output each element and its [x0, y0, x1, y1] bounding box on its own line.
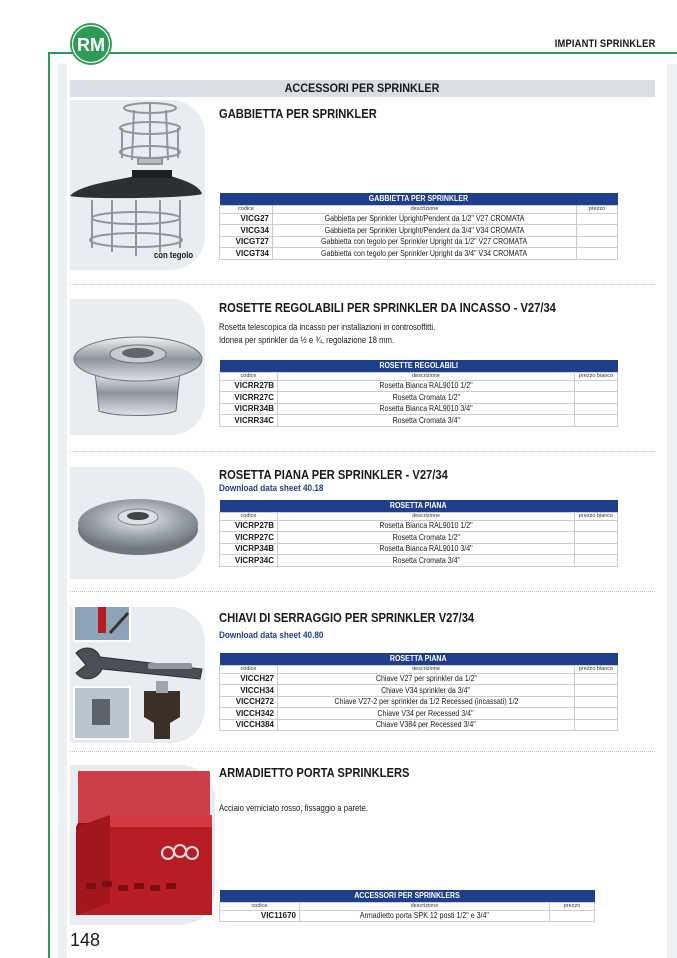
table-caption: ROSETTA PIANA — [390, 654, 447, 664]
cabinet-table — [219, 890, 595, 922]
section-title-cage: GABBIETTA PER SPRINKLER — [219, 106, 377, 121]
adjustable-rosette-image — [70, 299, 205, 435]
cage-table — [219, 193, 618, 260]
col-codice: codice — [220, 902, 300, 910]
rm-logo — [69, 22, 113, 66]
side-rule — [48, 52, 50, 958]
cabinet-image — [70, 765, 215, 925]
wrench-image — [70, 607, 205, 743]
table-row: VICCH34 Chiave V34 sprinkler da 3/4" — [220, 685, 618, 697]
table-caption: GABBIETTA PER SPRINKLER — [368, 194, 469, 204]
table-caption: ROSETTA PIANA — [390, 501, 447, 511]
col-prezzo: prezzo bianco — [575, 665, 618, 673]
table-row: VICG27 Gabbietta per Sprinkler Upright/Pendent da 1/2" V27 CROMATA — [220, 213, 618, 225]
section-description-line: Rosetta telescopica da incasso per installazioni in controsoffitti. — [219, 322, 436, 332]
cage-product-image — [70, 100, 205, 270]
col-codice: codice — [220, 205, 273, 213]
section-title-cabinet: ARMADIETTO PORTA SPRINKLERS — [219, 765, 410, 780]
page-number: 148 — [70, 930, 101, 950]
table-row: VICRR34B Rosetta Bianca RAL9010 3/4" — [220, 403, 618, 415]
table-row: VICCH27 Chiave V27 per sprinkler da 1/2" — [220, 673, 618, 685]
table-row: VICCH384 Chiave V384 per Recessed 3/4" — [220, 719, 618, 731]
col-descrizione: descrizione — [273, 205, 577, 213]
header-section-title: IMPIANTI SPRINKLER — [554, 38, 655, 50]
table-row: VICRR27C Rosetta Cromata 1/2" — [220, 392, 618, 404]
col-prezzo: prezzo bianco — [575, 372, 618, 380]
table-row: VICRR27B Rosetta Bianca RAL9010 1/2" — [220, 380, 618, 392]
table-caption: ROSETTE REGOLABILI — [379, 361, 458, 371]
section-divider — [70, 451, 655, 452]
section-description-line: Idonea per sprinkler da ½ e ¾, regolazione 18 mm. — [219, 335, 395, 345]
col-descrizione: descrizione — [278, 512, 575, 520]
logo-lettering: RM — [77, 35, 105, 55]
table-row: VICRP27B Rosetta Bianca RAL9010 1/2" — [220, 520, 618, 532]
section-title-adjustable-rosette: ROSETTE REGOLABILI PER SPRINKLER DA INCASSO - V27/34 — [219, 300, 556, 315]
image-caption: con tegolo — [154, 250, 194, 260]
col-prezzo: prezzo — [550, 902, 595, 910]
col-codice: codice — [220, 372, 278, 380]
datasheet-link[interactable]: Download data sheet 40.18 — [219, 483, 324, 494]
flat-rosette-table — [219, 500, 618, 567]
col-descrizione: descrizione — [278, 665, 575, 673]
section-divider — [70, 751, 655, 752]
header-rule — [48, 52, 677, 54]
col-codice: codice — [220, 512, 278, 520]
page-title: ACCESSORI PER SPRINKLER — [70, 80, 655, 97]
table-row: VICCH272 Chiave V27-2 per sprinkler da 1/2 Recessed (incassati) 1/2 — [220, 696, 618, 708]
table-caption: ACCESSORI PER SPRINKLERS — [354, 891, 460, 901]
wrench-table — [219, 653, 618, 731]
adjustable-rosette-table — [219, 360, 618, 427]
section-divider — [70, 284, 655, 285]
section-title-wrench: CHIAVI DI SERRAGGIO PER SPRINKLER V27/34 — [219, 610, 475, 625]
col-prezzo: prezzo bianco — [575, 512, 618, 520]
section-description-line: Acciaio verniciato rosso, fissaggio a parete. — [219, 803, 368, 813]
table-row: VICCH342 Chiave V34 per Recessed 3/4" — [220, 708, 618, 720]
col-descrizione: descrizione — [300, 902, 550, 910]
section-divider — [70, 591, 655, 592]
col-descrizione: descrizione — [278, 372, 575, 380]
table-row: VICGT27 Gabbietta con tegolo per Sprinkler Upright da 1/2" V27 CROMATA — [220, 236, 618, 248]
table-row: VICRR34C Rosetta Cromata 3/4" — [220, 415, 618, 427]
table-row: VIC11670 Armadietto porta SPK 12 posti 1/2" e 3/4" — [220, 910, 595, 922]
table-row: VICGT34 Gabbietta con tegolo per Sprinkler Upright da 3/4" V34 CROMATA — [220, 248, 618, 260]
section-title-flat-rosette: ROSETTA PIANA PER SPRINKLER - V27/34 — [219, 467, 448, 482]
table-row: VICRP27C Rosetta Cromata 1/2" — [220, 532, 618, 544]
table-row: VICRP34C Rosetta Cromata 3/4" — [220, 555, 618, 567]
col-prezzo: prezzo — [577, 205, 618, 213]
col-codice: codice — [220, 665, 278, 673]
flat-rosette-image — [70, 467, 205, 579]
table-row: VICRP34B Rosetta Bianca RAL9010 3/4" — [220, 543, 618, 555]
table-row: VICG34 Gabbietta per Sprinkler Upright/Pendent da 3/4" V34 CROMATA — [220, 225, 618, 237]
datasheet-link[interactable]: Download data sheet 40.80 — [219, 630, 324, 641]
